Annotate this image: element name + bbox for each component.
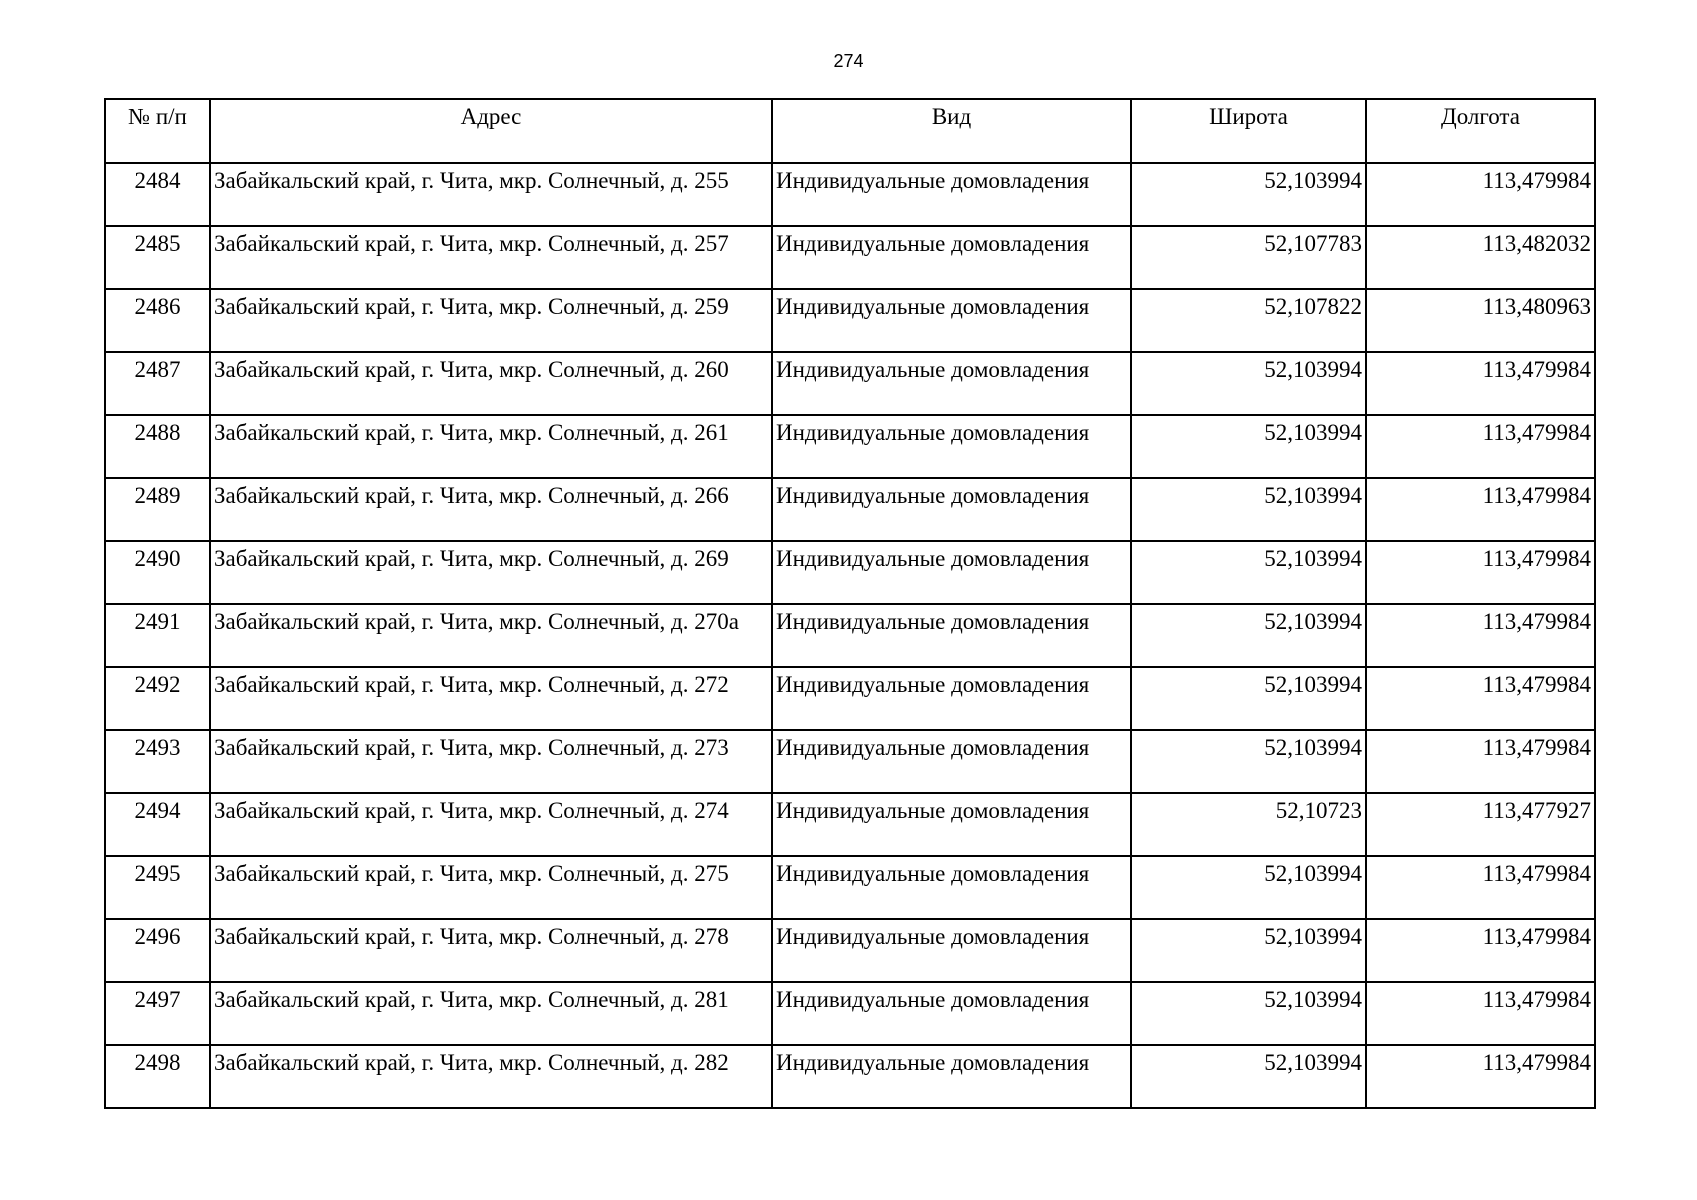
cell-type: Индивидуальные домовладения: [772, 541, 1131, 604]
cell-num: 2491: [105, 604, 210, 667]
cell-num: 2493: [105, 730, 210, 793]
table-row: [105, 415, 1595, 478]
cell-num: 2489: [105, 478, 210, 541]
cell-type: Индивидуальные домовладения: [772, 667, 1131, 730]
cell-num: 2495: [105, 856, 210, 919]
cell-num: 2487: [105, 352, 210, 415]
cell-type: Индивидуальные домовладения: [772, 919, 1131, 982]
cell-type: Индивидуальные домовладения: [772, 730, 1131, 793]
cell-type: Индивидуальные домовладения: [772, 793, 1131, 856]
table-body: [105, 163, 1595, 1108]
cell-address: Забайкальский край, г. Чита, мкр. Солнечный, д. 275: [210, 856, 772, 919]
cell-longitude: 113,480963: [1366, 289, 1595, 352]
cell-longitude: 113,479984: [1366, 163, 1595, 226]
cell-address: Забайкальский край, г. Чита, мкр. Солнечный, д. 257: [210, 226, 772, 289]
cell-type: Индивидуальные домовладения: [772, 1045, 1131, 1108]
address-table: [104, 98, 1596, 1109]
table-row: [105, 667, 1595, 730]
cell-longitude: 113,479984: [1366, 982, 1595, 1045]
cell-latitude: 52,103994: [1131, 982, 1366, 1045]
cell-latitude: 52,103994: [1131, 352, 1366, 415]
cell-latitude: 52,103994: [1131, 478, 1366, 541]
cell-address: Забайкальский край, г. Чита, мкр. Солнечный, д. 266: [210, 478, 772, 541]
cell-longitude: 113,482032: [1366, 226, 1595, 289]
cell-address: Забайкальский край, г. Чита, мкр. Солнечный, д. 261: [210, 415, 772, 478]
table-row: [105, 226, 1595, 289]
cell-latitude: 52,103994: [1131, 667, 1366, 730]
table-row: [105, 856, 1595, 919]
cell-type: Индивидуальные домовладения: [772, 289, 1131, 352]
page-number: 274: [833, 51, 864, 71]
table-row: [105, 982, 1595, 1045]
cell-longitude: 113,479984: [1366, 604, 1595, 667]
cell-address: Забайкальский край, г. Чита, мкр. Солнечный, д. 273: [210, 730, 772, 793]
table-row: [105, 289, 1595, 352]
cell-num: 2488: [105, 415, 210, 478]
table-row: [105, 919, 1595, 982]
cell-type: Индивидуальные домовладения: [772, 163, 1131, 226]
cell-address: Забайкальский край, г. Чита, мкр. Солнечный, д. 281: [210, 982, 772, 1045]
cell-longitude: 113,479984: [1366, 415, 1595, 478]
cell-address: Забайкальский край, г. Чита, мкр. Солнечный, д. 274: [210, 793, 772, 856]
cell-latitude: 52,103994: [1131, 1045, 1366, 1108]
table-row: [105, 541, 1595, 604]
cell-latitude: 52,107783: [1131, 226, 1366, 289]
cell-num: 2486: [105, 289, 210, 352]
cell-type: Индивидуальные домовладения: [772, 415, 1131, 478]
cell-longitude: 113,479984: [1366, 478, 1595, 541]
cell-longitude: 113,479984: [1366, 1045, 1595, 1108]
cell-type: Индивидуальные домовладения: [772, 982, 1131, 1045]
cell-longitude: 113,477927: [1366, 793, 1595, 856]
header-longitude: Долгота: [1366, 99, 1595, 163]
cell-latitude: 52,103994: [1131, 919, 1366, 982]
cell-latitude: 52,103994: [1131, 415, 1366, 478]
cell-latitude: 52,103994: [1131, 541, 1366, 604]
cell-address: Забайкальский край, г. Чита, мкр. Солнечный, д. 259: [210, 289, 772, 352]
cell-longitude: 113,479984: [1366, 667, 1595, 730]
table-row: [105, 730, 1595, 793]
header-row: [105, 99, 1595, 163]
cell-num: 2485: [105, 226, 210, 289]
table-row: [105, 604, 1595, 667]
cell-latitude: 52,103994: [1131, 730, 1366, 793]
cell-longitude: 113,479984: [1366, 541, 1595, 604]
cell-num: 2490: [105, 541, 210, 604]
table-row: [105, 163, 1595, 226]
table-row: [105, 478, 1595, 541]
cell-latitude: 52,103994: [1131, 856, 1366, 919]
cell-type: Индивидуальные домовладения: [772, 856, 1131, 919]
cell-type: Индивидуальные домовладения: [772, 478, 1131, 541]
cell-type: Индивидуальные домовладения: [772, 352, 1131, 415]
cell-longitude: 113,479984: [1366, 919, 1595, 982]
table-header: [105, 99, 1595, 163]
cell-longitude: 113,479984: [1366, 856, 1595, 919]
cell-num: 2492: [105, 667, 210, 730]
cell-num: 2497: [105, 982, 210, 1045]
cell-latitude: 52,10723: [1131, 793, 1366, 856]
table-row: [105, 1045, 1595, 1108]
header-num: № п/п: [105, 99, 210, 163]
cell-type: Индивидуальные домовладения: [772, 226, 1131, 289]
cell-num: 2498: [105, 1045, 210, 1108]
cell-latitude: 52,107822: [1131, 289, 1366, 352]
cell-address: Забайкальский край, г. Чита, мкр. Солнечный, д. 270а: [210, 604, 772, 667]
header-type: Вид: [772, 99, 1131, 163]
cell-address: Забайкальский край, г. Чита, мкр. Солнечный, д. 272: [210, 667, 772, 730]
header-latitude: Широта: [1131, 99, 1366, 163]
cell-num: 2484: [105, 163, 210, 226]
cell-type: Индивидуальные домовладения: [772, 604, 1131, 667]
cell-address: Забайкальский край, г. Чита, мкр. Солнечный, д. 282: [210, 1045, 772, 1108]
cell-longitude: 113,479984: [1366, 352, 1595, 415]
cell-num: 2494: [105, 793, 210, 856]
cell-address: Забайкальский край, г. Чита, мкр. Солнечный, д. 260: [210, 352, 772, 415]
cell-address: Забайкальский край, г. Чита, мкр. Солнечный, д. 255: [210, 163, 772, 226]
table-row: [105, 352, 1595, 415]
cell-longitude: 113,479984: [1366, 730, 1595, 793]
cell-latitude: 52,103994: [1131, 163, 1366, 226]
table-row: [105, 793, 1595, 856]
cell-latitude: 52,103994: [1131, 604, 1366, 667]
cell-num: 2496: [105, 919, 210, 982]
cell-address: Забайкальский край, г. Чита, мкр. Солнечный, д. 269: [210, 541, 772, 604]
cell-address: Забайкальский край, г. Чита, мкр. Солнечный, д. 278: [210, 919, 772, 982]
header-address: Адрес: [210, 99, 772, 163]
